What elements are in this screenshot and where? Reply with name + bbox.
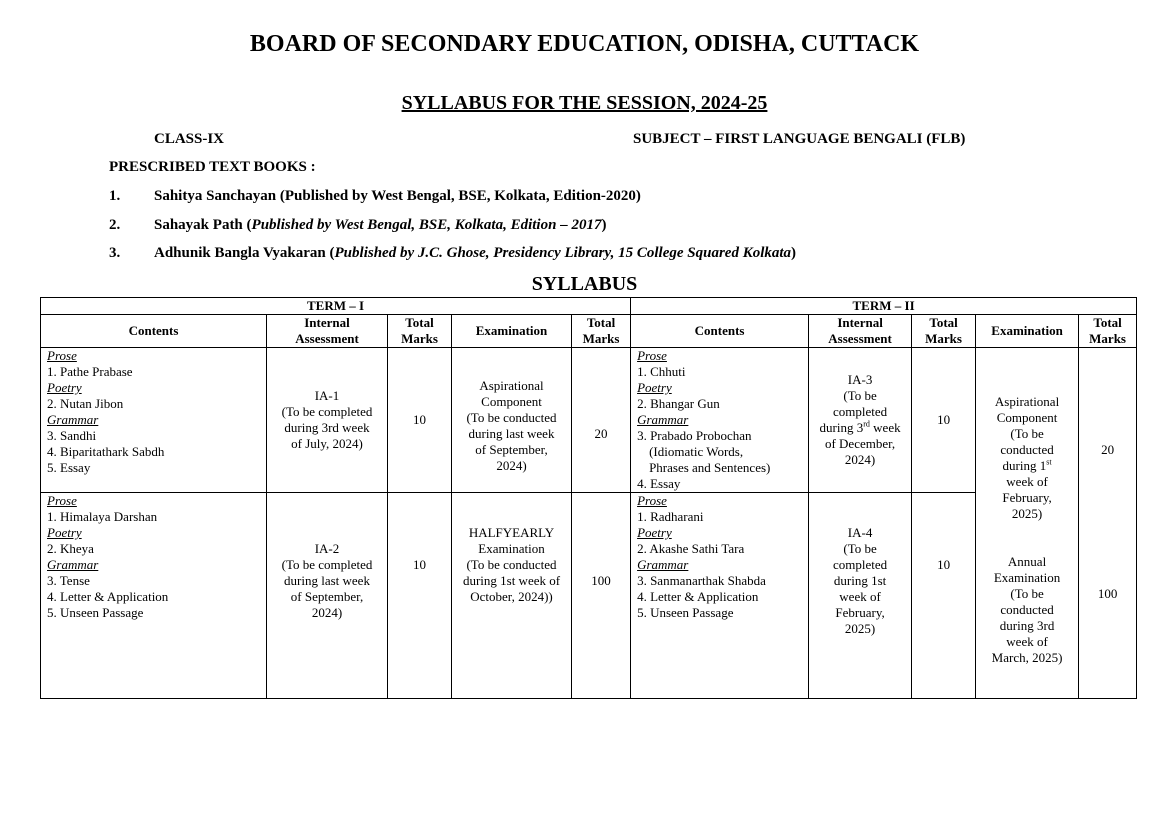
syllabus-heading: SYLLABUS	[531, 273, 638, 295]
cell-line: HALFYEARLY	[468, 525, 555, 540]
book-title: Sahitya Sanchayan	[154, 188, 277, 204]
term2-exam-marks: 20 100	[1079, 348, 1137, 699]
aspirational-marks: 20	[572, 348, 631, 493]
book-details-close: )	[791, 245, 797, 261]
ia-2-marks: 10	[388, 493, 452, 699]
halfyearly-exam-cell	[452, 493, 572, 699]
cell-line: 2024)	[496, 458, 527, 473]
aspirational-exam-cell	[452, 348, 572, 493]
syllabus-table	[40, 297, 1137, 699]
cell-line: week of	[839, 589, 881, 604]
content-item: 4. Essay	[637, 476, 681, 491]
term-2-header: TERM – II	[631, 298, 1137, 315]
cell-line: completed	[832, 557, 888, 572]
ia-3-cell: IA-3 (To be completed during 3rd week of December, 2024)	[809, 348, 912, 493]
content-item: 4. Letter & Application	[637, 589, 759, 604]
content-item: 3. Sandhi	[47, 428, 97, 443]
cell-line: (To be conducted	[466, 557, 557, 572]
cell-line: (To be conducted	[466, 410, 557, 425]
book-details: Published by J.C. Ghose, Presidency Library, 15 College Squared Kolkata	[334, 245, 792, 261]
cell-line: during 3rd week	[284, 420, 370, 435]
col-examination: Examination	[976, 315, 1079, 348]
col-total-marks: Total Marks	[912, 315, 976, 348]
cell-line: Examination	[993, 570, 1061, 585]
book-number: 1.	[109, 188, 121, 204]
ia-4-marks: 10	[912, 493, 976, 699]
ia-3-marks: 10	[912, 348, 976, 493]
content-item: 3. Sanmanarthak Shabda	[637, 573, 766, 588]
content-item: 2. Nutan Jibon	[47, 396, 124, 411]
cell-line: conducted	[1000, 602, 1054, 617]
cell-line: during last week	[468, 426, 555, 441]
col-total-marks: Total Marks	[572, 315, 631, 348]
section-heading: Prose	[637, 348, 667, 363]
content-item: 2. Akashe Sathi Tara	[637, 541, 745, 556]
section-heading: Poetry	[637, 380, 672, 395]
col-contents: Contents	[631, 315, 809, 348]
section-heading: Grammar	[637, 557, 689, 572]
ia-4-cell	[809, 493, 912, 699]
annual-exam-text	[992, 554, 1063, 665]
content-item: 5. Essay	[47, 460, 91, 475]
content-item: 1. Himalaya Darshan	[47, 509, 158, 524]
cell-line: of September,	[290, 589, 364, 604]
cell-line: October, 2024))	[470, 589, 553, 604]
board-title: BOARD OF SECONDARY EDUCATION, ODISHA, CUTTACK	[249, 31, 920, 57]
cell-line: Aspirational	[479, 378, 544, 393]
col-total-marks: Total Marks	[1079, 315, 1137, 348]
col-internal-assessment: Internal Assessment	[267, 315, 388, 348]
col-contents: Contents	[41, 315, 267, 348]
content-item: 5. Unseen Passage	[637, 605, 734, 620]
cell-line: of September,	[475, 442, 548, 457]
book-details-close: )	[601, 217, 607, 233]
cell-line: during 1st week of	[462, 573, 561, 588]
book-details-open: (	[329, 245, 335, 261]
content-item: 2. Kheya	[47, 541, 94, 556]
section-heading: Prose	[47, 348, 77, 363]
cell-line: Examination	[478, 541, 545, 556]
col-internal-assessment: Internal Assessment	[809, 315, 912, 348]
book-details: (Published by West Bengal, BSE, Kolkata, Edition-2020)	[279, 188, 641, 204]
col-examination: Examination	[452, 315, 572, 348]
cell-line: February,	[835, 605, 885, 620]
content-item: 4. Letter & Application	[47, 589, 169, 604]
content-item: 3. Tense	[47, 573, 90, 588]
cell-line: (To be completed	[281, 557, 373, 572]
term2-exam-cell: Aspirational Component (To be conducted during 1st week of February, 2025) Annual Examination (To be conducted during 3rd week of March, 2025)	[976, 348, 1079, 699]
book-item	[109, 188, 1109, 206]
cell-line: (To be	[1010, 586, 1044, 601]
cell-line: during 3rd	[999, 618, 1055, 633]
content-item: 1. Chhuti	[637, 364, 686, 379]
cell-line: IA-4	[847, 525, 873, 540]
term1-contents-cell	[41, 348, 267, 493]
cell-line: March, 2025)	[991, 650, 1063, 665]
cell-line: of July, 2024)	[291, 436, 363, 451]
content-item: 4. Biparitathark Sabdh	[47, 444, 165, 459]
book-number: 3.	[109, 245, 121, 261]
cell-line: during last week	[284, 573, 370, 588]
ia-1-marks: 10	[388, 348, 452, 493]
term2-contents-cell	[631, 493, 809, 699]
section-heading: Poetry	[637, 525, 672, 540]
section-heading: Grammar	[637, 412, 689, 427]
content-item: 3. Prabado Probochan	[637, 428, 752, 443]
section-heading: Prose	[637, 493, 667, 508]
book-title: Sahayak Path	[154, 217, 243, 233]
col-total-marks: Total Marks	[388, 315, 452, 348]
book-details: Published by West Bengal, BSE, Kolkata, Edition – 2017	[251, 217, 602, 233]
section-heading: Poetry	[47, 380, 82, 395]
cell-line: (To be	[843, 541, 877, 556]
cell-line: Annual	[1007, 554, 1047, 569]
subject-label: SUBJECT – FIRST LANGUAGE BENGALI (FLB)	[633, 131, 966, 147]
section-heading: Grammar	[47, 557, 99, 572]
term2-contents-cell	[631, 348, 809, 493]
content-item: Phrases and Sentences)	[649, 460, 771, 475]
term-1-header: TERM – I	[41, 298, 631, 315]
cell-line: IA-2	[314, 541, 340, 556]
class-label: CLASS-IX	[154, 131, 225, 147]
cell-line: 2025)	[844, 621, 876, 636]
section-heading: Grammar	[47, 412, 99, 427]
content-item: 2. Bhangar Gun	[637, 396, 720, 411]
book-details-open: (	[246, 217, 252, 233]
section-heading: Prose	[47, 493, 77, 508]
ia-2-cell	[267, 493, 388, 699]
content-item: 5. Unseen Passage	[47, 605, 144, 620]
book-item	[109, 245, 1109, 263]
cell-line: during 1st	[833, 573, 887, 588]
content-item: (Idiomatic Words,	[649, 444, 744, 459]
halfyearly-marks: 100	[572, 493, 631, 699]
content-item: 1. Pathe Prabase	[47, 364, 133, 379]
content-item: 1. Radharani	[637, 509, 704, 524]
session-subtitle: SYLLABUS FOR THE SESSION, 2024-25	[401, 92, 768, 114]
prescribed-books-heading: PRESCRIBED TEXT BOOKS :	[109, 159, 316, 175]
cell-line: Component	[481, 394, 542, 409]
book-number: 2.	[109, 217, 121, 233]
cell-line: IA-1	[314, 388, 340, 403]
book-item	[109, 217, 1109, 235]
cell-line: (To be completed	[281, 404, 373, 419]
book-title: Adhunik Bangla Vyakaran	[154, 245, 326, 261]
cell-line: week of	[1006, 634, 1048, 649]
cell-line: 2024)	[311, 605, 343, 620]
section-heading: Poetry	[47, 525, 82, 540]
term1-contents-cell	[41, 493, 267, 699]
ia-1-cell	[267, 348, 388, 493]
